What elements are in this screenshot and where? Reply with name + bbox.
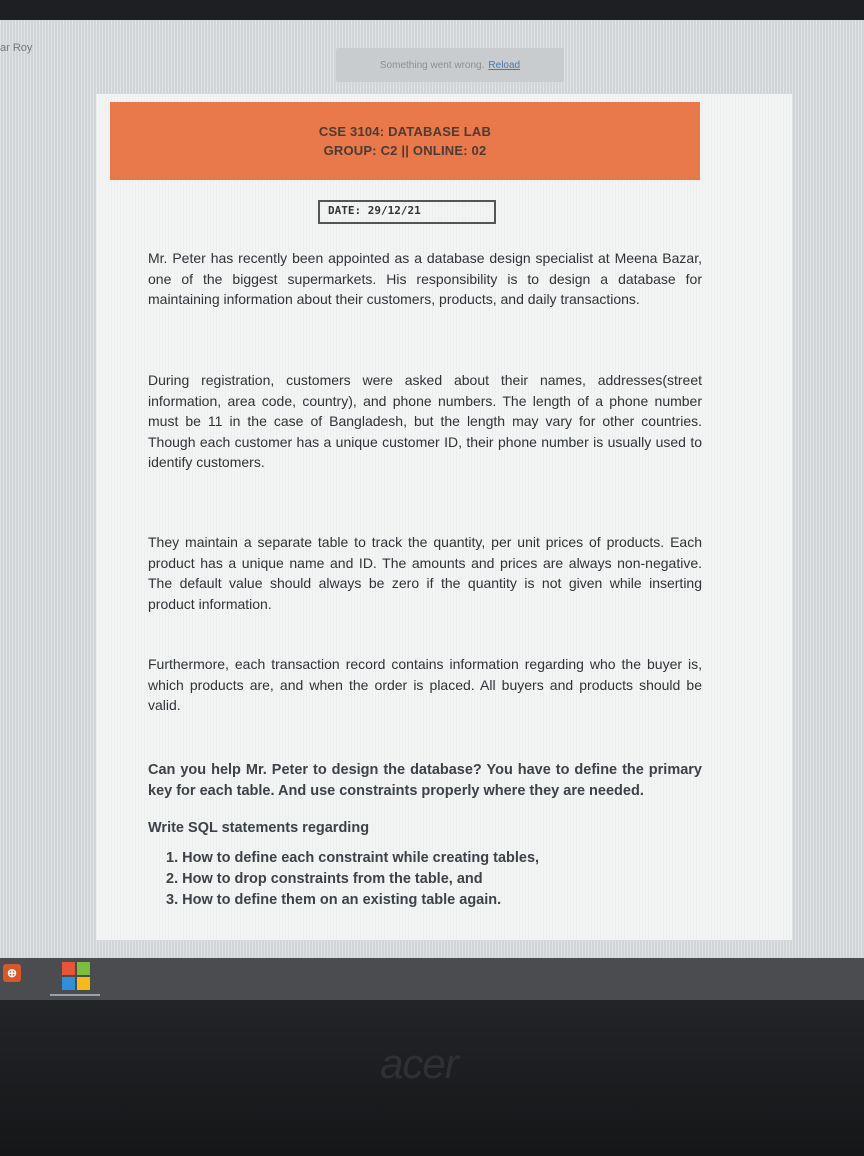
document-page [96,94,792,940]
error-message: Something went wrong. [379,59,485,71]
group-title: GROUP: C2 || ONLINE: 02 [323,143,487,158]
date-box: DATE: 29/12/21 [318,200,496,224]
paragraph-products: They maintain a separate table to track the quantity, per unit prices of products. Each product has a unique name and ID. The amounts and prices are always non-negative. The default value should always be zero if the quantity is not given while inserting product information. [148,534,702,612]
user-label: ar Roy [0,42,33,54]
list-item: 2. How to drop constraints from the table, and [166,871,483,887]
taskbar [0,958,864,1000]
reload-link[interactable]: Reload [488,59,521,71]
list-item: 3. How to define them on an existing table again. [166,892,502,908]
paragraph-intro: Mr. Peter has recently been appointed as a database design specialist at Meena Bazar, one of the biggest supermarkets. His responsibility is to design a database for maintaining information about their customers, products, and daily transactions. [148,250,702,307]
task-list [166,848,706,911]
paragraph-question: Can you help Mr. Peter to design the database? You have to define the primary key for each table. And use constraints properly where they are needed. [148,762,702,799]
course-title: CSE 3104: DATABASE LAB [318,124,492,139]
paragraph-registration: During registration, customers were asked about their names, addresses(street information, area code, country), and phone numbers. The length of a phone number must be 11 in the case of Bangladesh, but the length may vary for other countries. Though each customer has a unique customer ID, their phone number is usually used to identify customers. [148,372,702,470]
paragraph-sql-prompt: Write SQL statements regarding [148,820,370,836]
active-app-indicator [50,994,100,996]
paragraph-transactions: Furthermore, each transaction record contains information regarding who the buyer is, which products are, and when the order is placed. All buyers and products should be valid. [148,656,702,713]
list-item: 1. How to define each constraint while creating tables, [166,850,540,866]
windows-start-icon[interactable] [62,962,90,990]
document-header [110,102,700,180]
error-notification [336,48,564,82]
monitor-brand-logo: acer [380,1040,458,1087]
app-icon[interactable]: ⊕ [3,964,21,982]
